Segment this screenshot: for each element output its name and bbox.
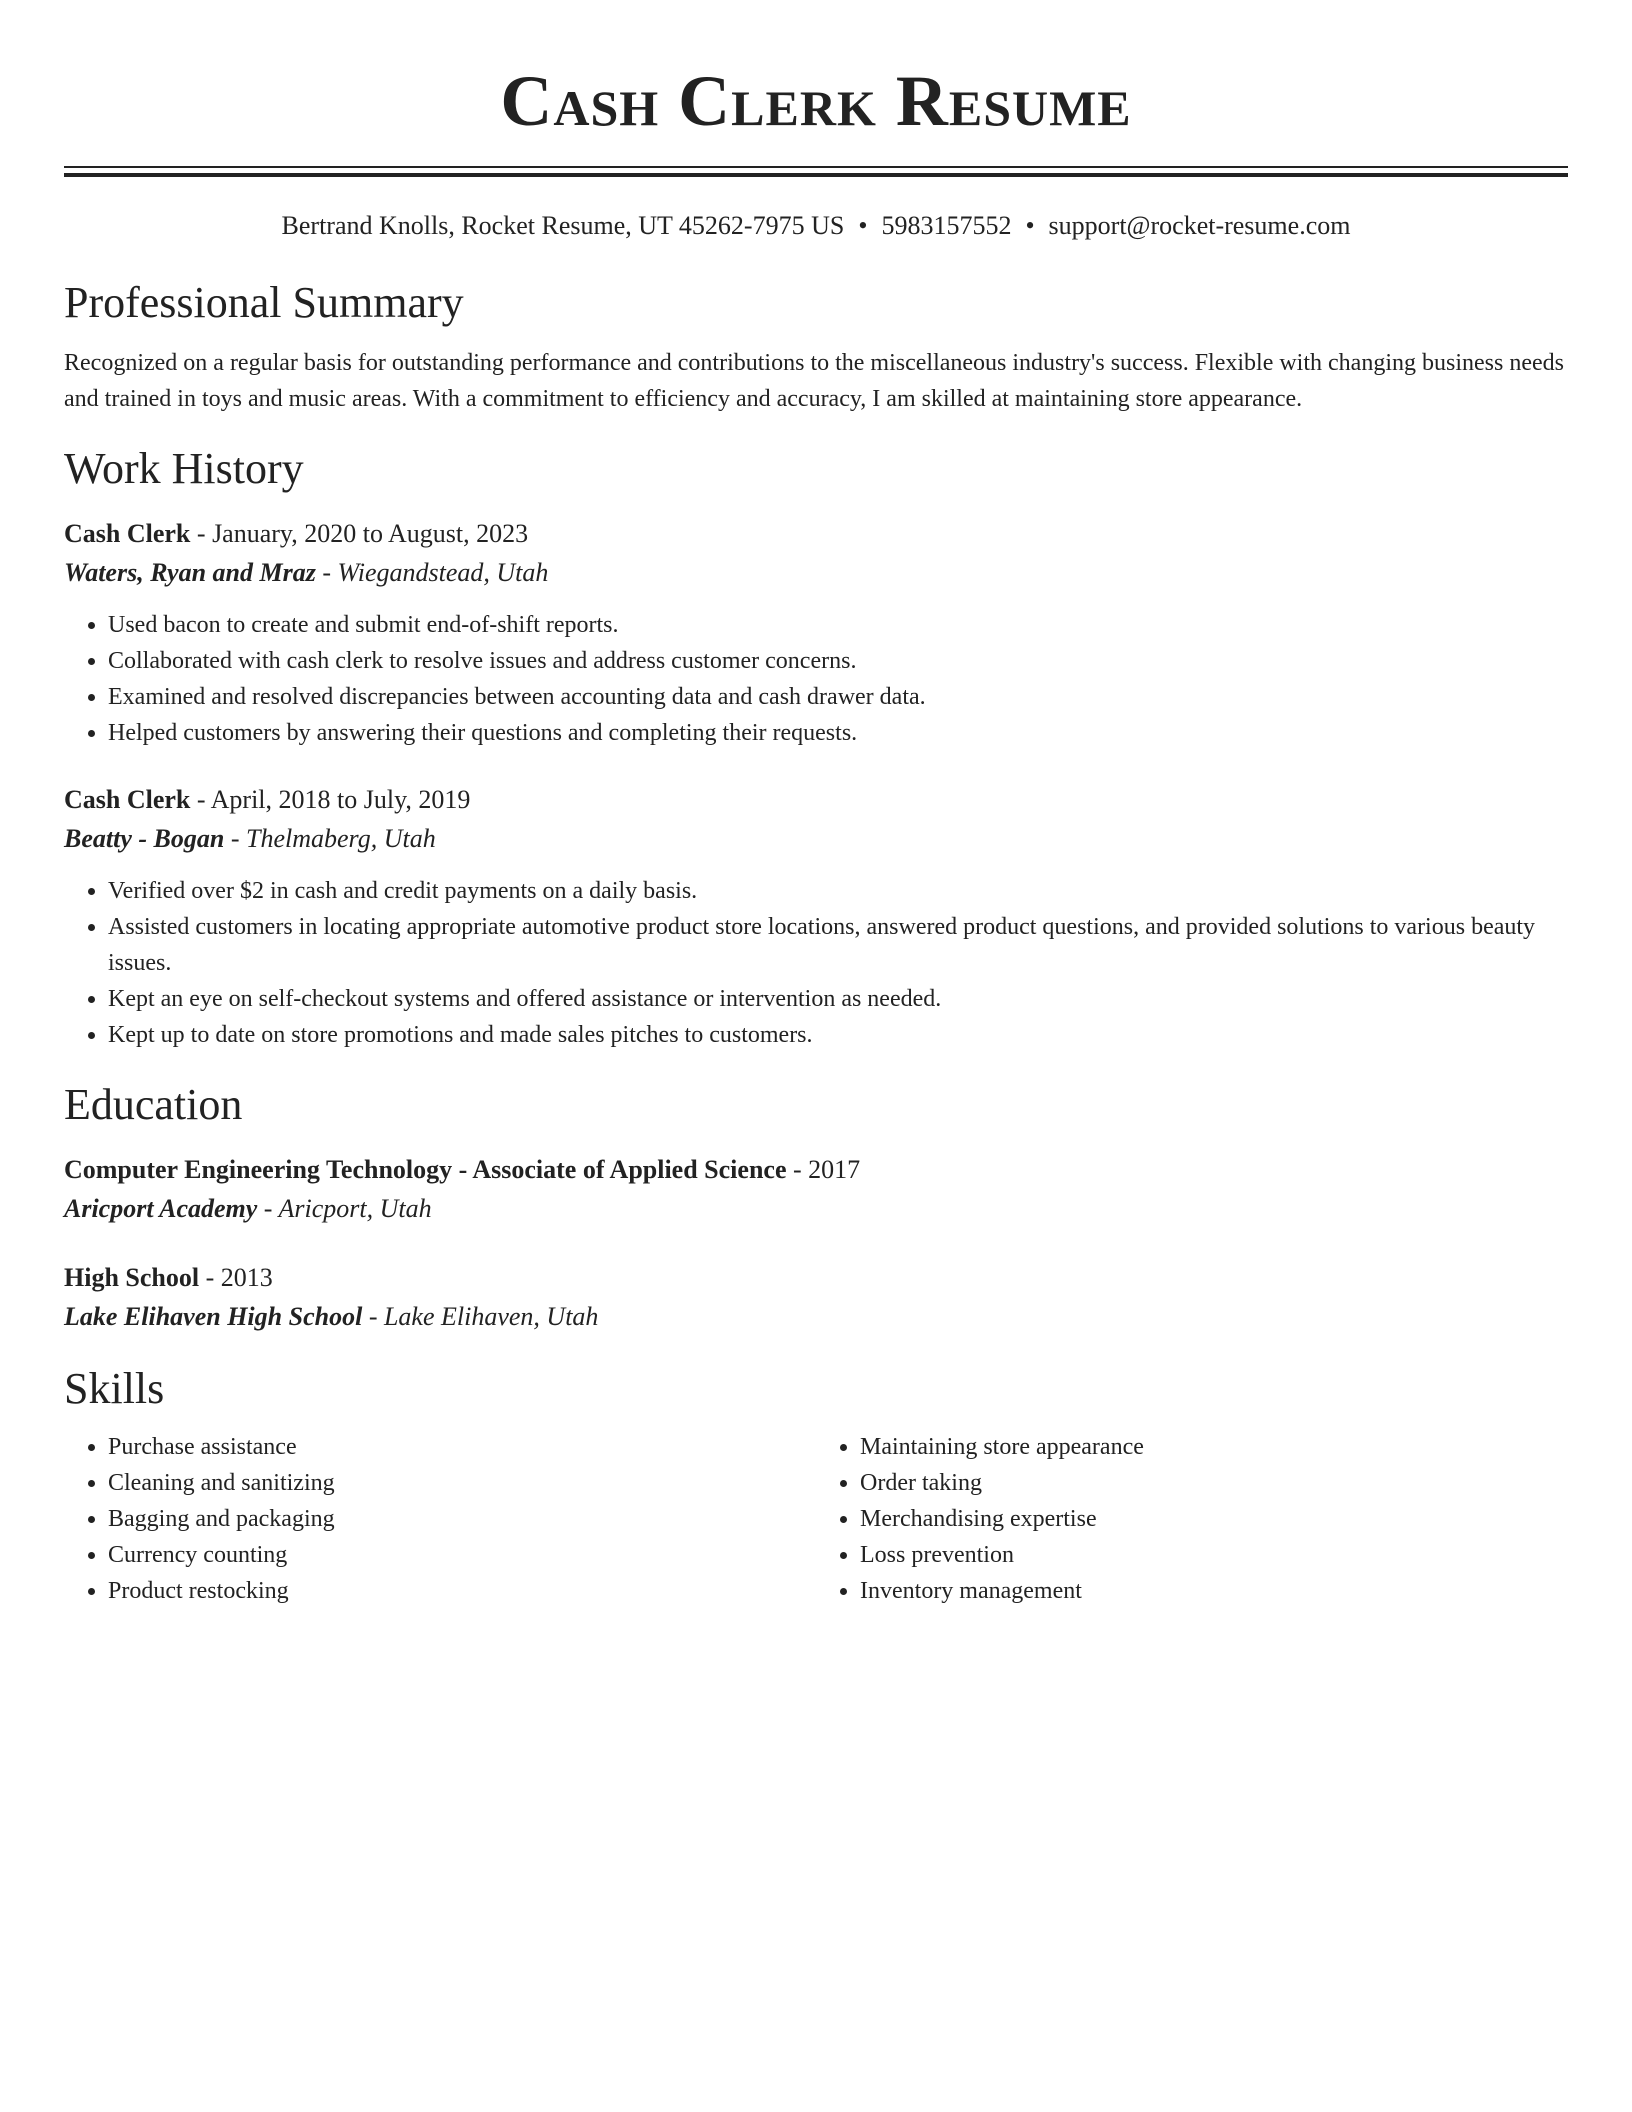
list-item: • Collaborated with cash clerk to resolve issues and address customer concerns. <box>108 643 1568 679</box>
title-double-rule <box>64 166 1568 177</box>
education-location: - Lake Elihaven, Utah <box>362 1302 599 1331</box>
job-entry <box>64 515 1568 751</box>
skills-columns <box>64 1429 1568 1609</box>
education-location: - Aricport, Utah <box>257 1194 432 1223</box>
summary-heading: Professional Summary <box>64 278 464 327</box>
job-dates: - April, 2018 to July, 2019 <box>190 785 471 814</box>
job-header <box>64 781 1568 819</box>
contact-separator: • <box>858 211 868 240</box>
job-company-line <box>64 553 1568 593</box>
job-location: - Thelmaberg, Utah <box>224 824 436 853</box>
education-degree: High School <box>64 1263 200 1292</box>
job-header <box>64 515 1568 553</box>
contact-email: support@rocket-resume.com <box>1048 211 1351 240</box>
skill-item: • Purchase assistance <box>108 1429 816 1465</box>
skill-item: • Order taking <box>860 1465 1568 1501</box>
skill-item: • Product restocking <box>108 1573 816 1609</box>
job-entry <box>64 781 1568 1053</box>
contact-line <box>64 209 1568 243</box>
education-year: - 2013 <box>199 1263 273 1292</box>
education-school-line <box>64 1189 1568 1229</box>
education-entry <box>64 1151 1568 1229</box>
education-header <box>64 1259 1568 1297</box>
job-company: Beatty - Bogan <box>64 824 225 853</box>
education-header <box>64 1151 1568 1189</box>
education-degree: Computer Engineering Technology - Associate of Applied Science <box>64 1155 787 1184</box>
job-company-line <box>64 819 1568 859</box>
resume-title: Cash Clerk Resume <box>500 61 1132 141</box>
list-item: • Kept an eye on self-checkout systems and offered assistance or intervention as needed. <box>108 981 1568 1017</box>
education-school: Lake Elihaven High School <box>64 1302 363 1331</box>
education-entry <box>64 1259 1568 1337</box>
list-item: • Kept up to date on store promotions and made sales pitches to customers. <box>108 1017 1568 1053</box>
skills-list-right <box>816 1429 1568 1609</box>
contact-phone: 5983157552 <box>881 211 1012 240</box>
skill-item: • Merchandising expertise <box>860 1501 1568 1537</box>
summary-text: Recognized on a regular basis for outstanding performance and contributions to the miscellaneous industry's success. Flexible with changing business needs and trained in toys and music areas. With a commitment to efficiency and accuracy, I am skilled at maintaining store appearance. <box>64 350 1564 412</box>
job-bullets <box>64 873 1568 1053</box>
skills-heading: Skills <box>64 1364 165 1413</box>
education-school: Aricport Academy <box>64 1194 258 1223</box>
education-heading: Education <box>64 1080 243 1129</box>
job-role: Cash Clerk <box>64 519 191 548</box>
work-history-heading: Work History <box>64 444 304 493</box>
job-role: Cash Clerk <box>64 785 191 814</box>
skill-item: • Cleaning and sanitizing <box>108 1465 816 1501</box>
skill-item: • Inventory management <box>860 1573 1568 1609</box>
list-item: • Verified over $2 in cash and credit payments on a daily basis. <box>108 873 1568 909</box>
skill-item: • Currency counting <box>108 1537 816 1573</box>
list-item: • Examined and resolved discrepancies between accounting data and cash drawer data. <box>108 679 1568 715</box>
education-year: - 2017 <box>786 1155 861 1184</box>
job-company: Waters, Ryan and Mraz <box>64 558 316 587</box>
skill-item: • Maintaining store appearance <box>860 1429 1568 1465</box>
skill-item: • Bagging and packaging <box>108 1501 816 1537</box>
contact-separator: • <box>1025 211 1035 240</box>
contact-address: Bertrand Knolls, Rocket Resume, UT 45262-7975 US <box>281 211 845 240</box>
list-item: • Assisted customers in locating appropriate automotive product store locations, answered product questions, and provided solutions to various beauty issues. <box>108 909 1568 981</box>
job-dates: - January, 2020 to August, 2023 <box>190 519 529 548</box>
job-location: - Wiegandstead, Utah <box>315 558 549 587</box>
skills-list-left <box>64 1429 816 1609</box>
skill-item: • Loss prevention <box>860 1537 1568 1573</box>
list-item: • Helped customers by answering their questions and completing their requests. <box>108 715 1568 751</box>
education-school-line <box>64 1297 1568 1337</box>
list-item: • Used bacon to create and submit end-of-shift reports. <box>108 607 1568 643</box>
job-bullets <box>64 607 1568 751</box>
